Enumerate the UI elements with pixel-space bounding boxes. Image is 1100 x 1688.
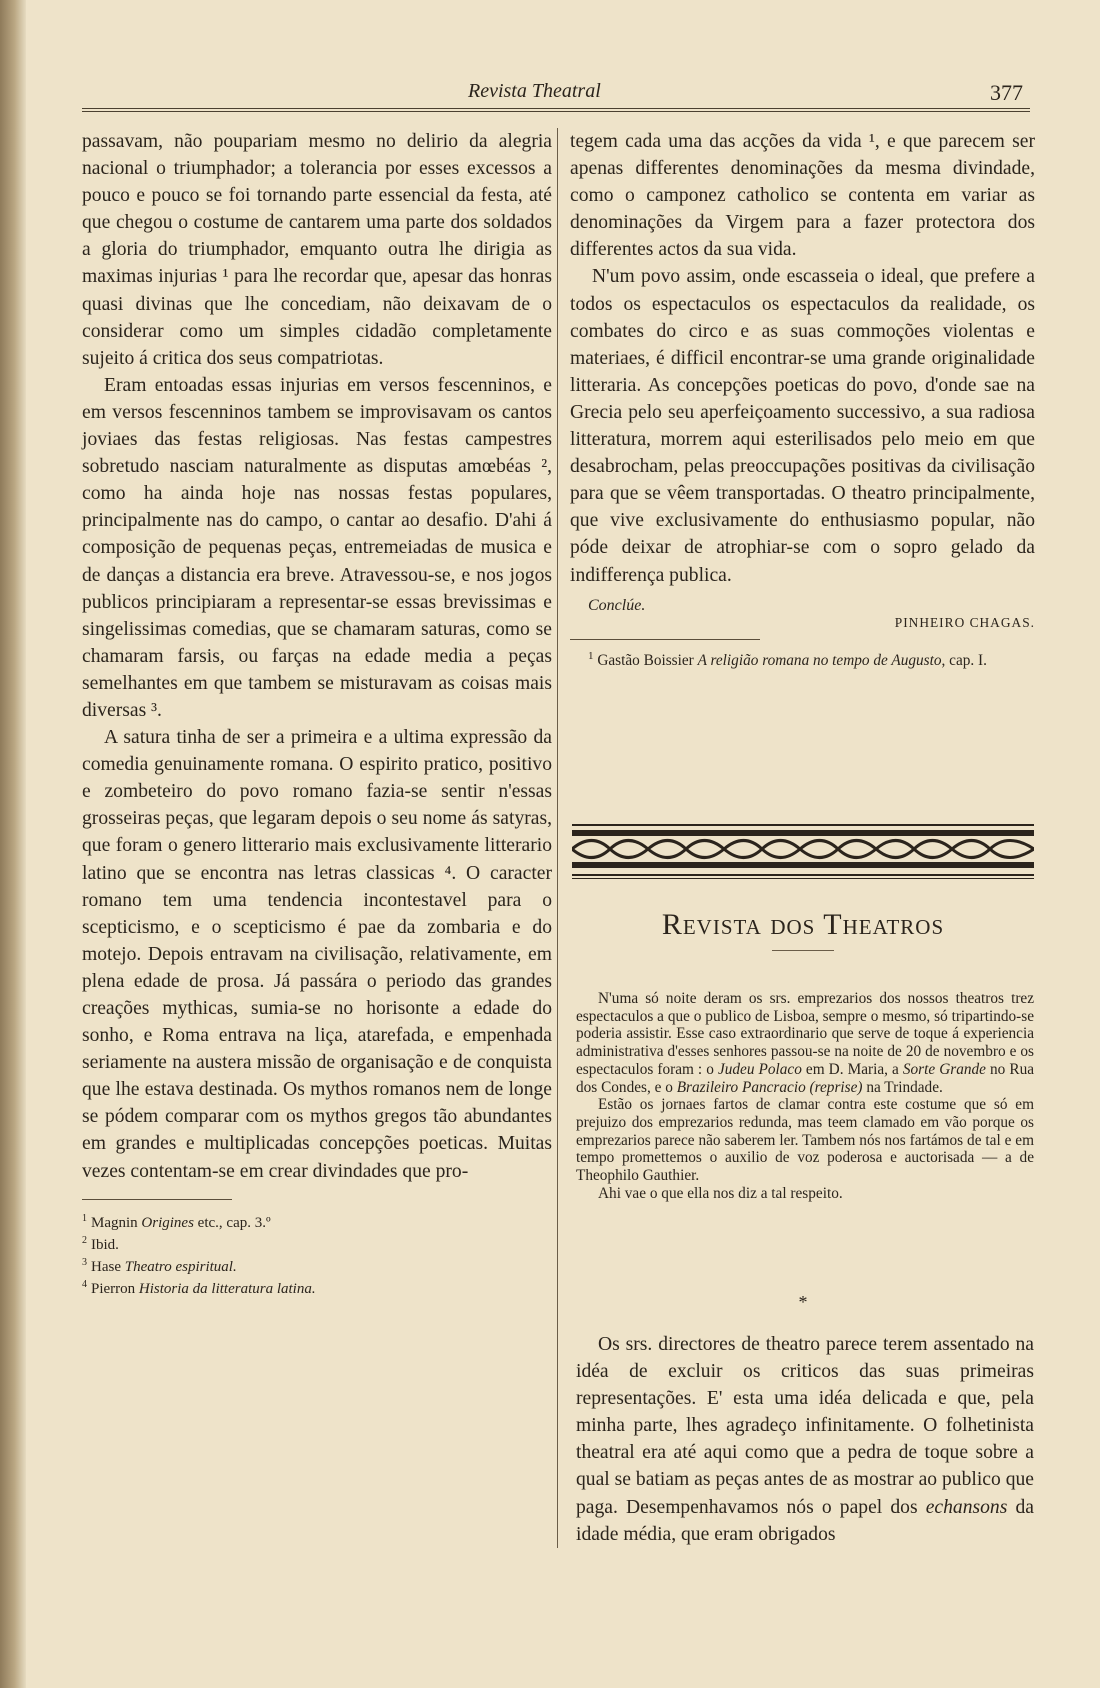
running-header-title: Revista Theatral [468, 80, 601, 102]
conclusion-note: Conclúe. [588, 596, 646, 614]
review-body-paragraph: Os srs. directores de theatro parece terem assentado na idéa de excluir os criticos das suas primeiras representações. E' esta uma idéa delicada e que, pela minha parte, lhes agradeço infinitamente. O folhetinista theatral era até aqui como que a pedra de toque sobre a qual se batiam as peças antes de as mostrar ao publico que paga. Desempenhavamos nós o papel dos echansons da idade média, que eram obrigados [576, 1334, 1034, 1545]
footnote-4: $^4$ Pierron Historia da litteratura latina. [82, 1278, 316, 1297]
author-signature: PINHEIRO CHAGAS. [894, 614, 1035, 630]
page-number: 377 [990, 80, 1023, 105]
review-intro-paragraph-3: Ahi vae o que ella nos diz a tal respeito. [598, 1184, 843, 1202]
right-paragraph-1: tegem cada uma das acções da vida ¹, e que parecem ser apenas differentes denominações da mesma divindade, como o camponez catholico se contenta em variar as denominações da Virgem para a fazer protectora dos differentes actos da sua vida. [570, 131, 1035, 261]
left-paragraph-1: passavam, não poupariam mesmo no delirio da alegria nacional o triumphador; a tolerancia por esses excessos a pouco e pouco se foi tornando parte essencial da festa, até que chegou o costume de cantarem uma parte dos soldados a gloria do triumphador, emquanto outra lhe dirigia as maximas injurias ¹ para lhe recordar que, apesar das honras quasi divinas que lhe concediam, não deixavam de o considerar como um simples cidadão completamente sujeito á critica dos seus compatriotas. [82, 131, 552, 369]
footnote-1: $^1$ Magnin Origines etc., cap. 3.º [82, 1212, 271, 1231]
section-asterisk: * [798, 1292, 808, 1312]
right-paragraph-2: N'um povo assim, onde escasseia o ideal, que prefere a todos os espectaculos os espectaculos da realidade, os combates do circo e as suas commoções violentas e materiaes, é difficil encontrar-se uma grande originalidade litteraria. As concepções poeticas do povo, d'onde sae na Grecia pelo seu aperfeiçoamento successivo, a sua radiosa litteratura, morrem aqui esterilisados pelo meio em que desabrocham, pelas preoccupações positivas da civilisação para que se vêem transportadas. O theatro principalmente, que vive exclusivamente do enthusiasmo popular, não póde deixar de atrophiar-se com o sopro gelado da indifferença publica. [570, 266, 1035, 586]
footnote-rule [82, 1199, 232, 1200]
header-rule [82, 108, 1030, 112]
footnote-3: $^3$ Hase Theatro espiritual. [82, 1256, 237, 1275]
section-title: Revista dos Theatros [661, 908, 945, 941]
book-spine-shadow [0, 0, 26, 1688]
title-rule [772, 950, 834, 951]
left-footnotes [82, 1212, 552, 1300]
review-intro [576, 990, 1034, 1202]
decorative-ornament-band [572, 822, 1034, 882]
right-footnote-rule [570, 639, 760, 640]
footnote-2: $^2$ Ibid. [82, 1234, 119, 1253]
left-paragraph-2: Eram entoadas essas injurias em versos fescenninos, e em versos fescenninos tambem se improvisavam os cantos joviaes das festas religiosas. Nas festas campestres sobretudo nasciam naturalmente as disputas amœbéas ², como ha ainda hoje nas nossas festas populares, principalmente nas do campo, o cantar ao desafio. D'ahi á composição de pequenas peças, entremeiadas de musica e de danças a distancia era breve. Atravessou-se, e nos jogos publicos principiaram a representar-se essas brevissimas e singelissimas comedias, que se chamaram saturas, como se chamaram farsis, ou farças na edade media a peças semelhantes em que tambem se misturavam as coisas mais diversas ³. [82, 374, 552, 721]
review-intro-paragraph-1: N'uma só noite deram os srs. emprezarios dos nossos theatros trez espectaculos a que o publico de Lisboa, sempre o mesmo, só tripartindo-se poderia assistir. Esse caso extraordinario que serve de toque á experiencia administrativa d'esses senhores passou-se na noite de 20 de novembro e os espectaculos foram : o Judeu Polaco em D. Maria, a Sorte Grande no Rua dos Condes, e o Brazileiro Pancracio (reprise) na Trindade. [576, 990, 1035, 1096]
review-intro-paragraph-2: Estão os jornaes fartos de clamar contra este costume que só em prejuizo dos emprezarios redunda, mas teem clamado em vão porque os emprezarios parece não saberem ler. Tambem nós nos fartámos de tal e em tempo promettemos o auxilio de voz poderosa e auctorisada — a de Theophilo Gauthier. [576, 1096, 1034, 1185]
right-footnote-1: $^1$ Gastão Boissier A religião romana no tempo de Augusto, cap. I. [588, 649, 987, 669]
review-body [576, 1331, 1034, 1548]
right-column [570, 128, 1035, 672]
column-divider [557, 128, 558, 1548]
left-paragraph-3: A satura tinha de ser a primeira e a ultima expressão da comedia genuinamente romana. O espirito pratico, positivo e zombeteiro do povo romano fazia-se sentir n'essas grosseiras peças, que legaram depois o seu nome ás satyras, que foram o genero litterario mais exclusivamente litterario latino que se encontra nas letras classicas ⁴. O caracter romano tem uma tendencia incontestavel para o scepticismo, e o scepticismo é pae da zombaria e do motejo. Depois entravam na civilisação, relativamente, em plena edade de prosa. Já passára o periodo das grandes creações mythicas, sumia-se no horisonte a edade do sonho, e Roma entrava na liça, atarefada, e empenhada seriamente na austera missão de organisação e de conquista que lhe estava destinada. Os mythos romanos nem de longe se pódem comparar com os mythos gregos tão abundantes em grandes e multiplicadas concepções poeticas. Muitas vezes contentam-se em crear divindades que pro- [82, 727, 552, 1182]
left-column [82, 128, 552, 1300]
right-footnote [570, 650, 1035, 672]
